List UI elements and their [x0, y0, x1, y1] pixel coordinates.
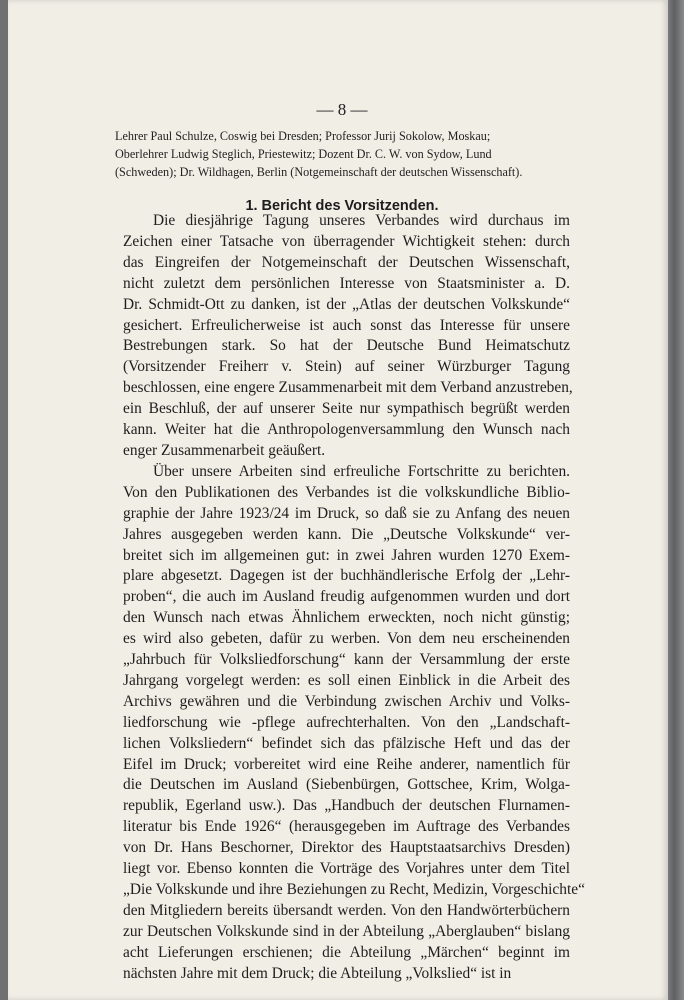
text-line: beschlossen, eine engere Zusammenarbeit mit dem Verband anzustreben, — [123, 379, 573, 397]
text-line: zur Deutschen Volkskunde sind in der Abteilung „Aberglauben“ bislang — [123, 922, 570, 940]
text-line: Jahres ausgegeben werden kann. Die „Deutsche Volkskunde“ ver- — [123, 525, 570, 543]
page-edge — [668, 0, 684, 1000]
text-line: nicht zuletzt dem persönlichen Interesse von Staatsminister a. D. — [123, 274, 570, 292]
text-line: breitet sich im allgemeinen gut: in zwei Jahren wurden 1270 Exem- — [123, 546, 570, 564]
text-line: nächsten Jahre mit dem Druck; die Abteilung „Volkslied“ ist in — [123, 964, 512, 982]
text-line: das Eingreifen der Notgemeinschaft der Deutschen Wissenschaft, — [123, 253, 570, 271]
attendee-line: Oberlehrer Ludwig Steglich, Priestewitz; Dozent Dr. C. W. von Sydow, Lund — [115, 147, 492, 161]
text-line: „Die Volkskunde und ihre Beziehungen zu Recht, Medizin, Vorgeschichte“ — [123, 881, 585, 898]
text-line: Dr. Schmidt-Ott zu danken, ist der „Atlas der deutschen Volkskunde“ — [123, 295, 570, 313]
text-line: den Mitgliedern bereits übersandt werden. Von den Handwörterbüchern — [123, 901, 570, 919]
text-line: lichen Volksliedern“ befindet sich das pfälzische Heft und das der — [123, 734, 570, 752]
attendee-line: (Schweden); Dr. Wildhagen, Berlin (Notgemeinschaft der deutschen Wissenschaft). — [115, 165, 523, 179]
text-line: plare abgesetzt. Dagegen ist der buchhändlerische Erfolg der „Lehr- — [123, 567, 570, 585]
text-line: die Deutschen im Ausland (Siebenbürgen, Gottschee, Krim, Wolga- — [123, 776, 570, 794]
text-line: Bestrebungen stark. So hat der Deutsche Bund Heimatschutz — [123, 337, 570, 355]
text-line: Über unsere Arbeiten sind erfreuliche Fortschritte zu berichten. — [153, 462, 570, 480]
text-line: Zeichen einer Tatsache von überragender Wichtigkeit stehen: durch — [123, 232, 570, 250]
text-line: acht Lieferungen erschienen; die Abteilung „Märchen“ beginnt im — [123, 943, 570, 961]
text-line: gesichert. Erfreulicherweise ist auch sonst das Interesse für unsere — [123, 316, 570, 334]
text-line: proben“, die auch im Ausland freudig aufgenommen wurden und dort — [123, 588, 570, 606]
text-line: liegt vor. Ebenso konnten die Vorträge des Vorjahres unter dem Titel — [123, 860, 570, 878]
page-number: — 8 — — [316, 100, 368, 119]
text-line: ein Beschluß, der auf unserer Seite nur sympathisch begrüßt werden — [123, 400, 570, 418]
attendee-line: Lehrer Paul Schulze, Coswig bei Dresden; Professor Jurij Sokolow, Moskau; — [115, 129, 491, 143]
text-line: literatur bis Ende 1926“ (herausgegeben im Auftrage des Verbandes — [123, 818, 570, 836]
attendee-list — [115, 127, 575, 181]
report-body — [123, 211, 585, 985]
text-line: Archivs gewähren und die Verbindung zwischen Archiv und Volks- — [123, 692, 570, 710]
text-line: es wird also gebeten, dafür zu werben. Von dem neu erscheinenden — [123, 630, 570, 648]
text-line: „Jahrbuch für Volksliedforschung“ kann der Versammlung der erste — [123, 651, 570, 669]
text-line: Jahrgang vorgelegt werden: es soll einen Einblick in die Arbeit des — [123, 671, 570, 689]
section-heading: 1. Bericht des Vorsitzenden. — [245, 198, 439, 214]
text-line: Von den Publikationen des Verbandes ist die volkskundliche Biblio- — [123, 483, 570, 501]
text-line: liedforschung wie -pflege aufrechterhalten. Von den „Landschaft- — [123, 713, 570, 731]
text-line: den Wunsch nach etwas Ähnlichem erweckten, noch nicht günstig; — [123, 609, 570, 627]
text-line: republik, Egerland usw.). Das „Handbuch der deutschen Flurnamen- — [123, 797, 570, 815]
text-line: von Dr. Hans Beschorner, Direktor des Hauptstaatsarchivs Dresden) — [123, 839, 570, 857]
text-line: Die diesjährige Tagung unseres Verbandes wird durchaus im — [153, 212, 570, 229]
text-line: enger Zusammenarbeit geäußert. — [123, 441, 326, 459]
text-line: kann. Weiter hat die Anthropologenversammlung den Wunsch nach — [123, 421, 570, 439]
text-line: graphie der Jahre 1923/24 im Druck, so daß sie zu Anfang des neuen — [123, 504, 570, 522]
text-line: (Vorsitzender Freiherr v. Stein) auf seiner Würzburger Tagung — [123, 358, 570, 376]
text-line: Eifel im Druck; vorbereitet wird eine Reihe anderer, namentlich für — [123, 755, 570, 773]
